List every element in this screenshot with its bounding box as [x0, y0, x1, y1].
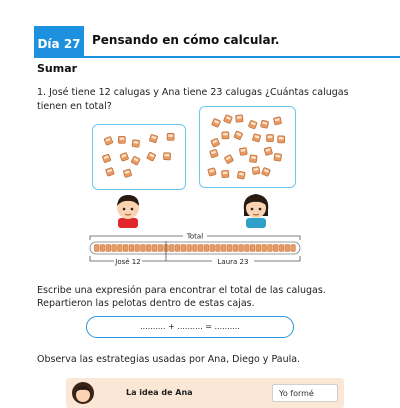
header-underline	[84, 56, 400, 58]
boy-character	[112, 192, 144, 228]
header-bar	[0, 26, 400, 56]
tape-candy	[233, 245, 238, 252]
tape-candy	[227, 245, 232, 252]
bar-diagram	[88, 230, 302, 276]
candy-icon	[261, 167, 270, 176]
tape-candy	[273, 245, 278, 252]
tape-candy	[152, 245, 157, 252]
day-badge: Día 27	[34, 26, 84, 58]
candy-icon	[252, 134, 261, 143]
instruction-text: Escribe una expresión para encontrar el total de las calugas. Repartieron las pelotas dentro de estas cajas.	[37, 285, 326, 309]
candy-icon	[224, 154, 234, 164]
candy-icon	[274, 153, 282, 161]
candy-icon	[210, 149, 219, 158]
right-speech-bubble	[199, 106, 296, 188]
section-title: Sumar	[37, 62, 78, 75]
girl-character	[240, 190, 272, 228]
total-label: Total	[186, 232, 204, 241]
tape-candy	[175, 245, 180, 252]
left-candy-group	[93, 125, 185, 189]
tape-candy	[244, 245, 249, 252]
left-part-label: José 12	[115, 258, 141, 266]
candy-icon	[273, 117, 281, 125]
candy-icon	[278, 136, 285, 143]
tape-candy	[221, 245, 226, 252]
candy-icon	[163, 153, 170, 160]
candy-icon	[237, 171, 245, 179]
candy-icon	[131, 156, 140, 165]
right-part-label: Laura 23	[217, 258, 249, 266]
tape-candy	[100, 245, 105, 252]
tape-candy	[187, 245, 192, 252]
tape-candy	[256, 245, 261, 252]
candy-icon	[211, 138, 220, 147]
candy-icon	[239, 147, 247, 155]
candy-icon	[234, 131, 243, 140]
candy-icon	[211, 118, 220, 127]
tape-candy	[239, 245, 244, 252]
candy-icon	[223, 115, 232, 124]
candy-icon	[104, 136, 113, 145]
tape-candy	[291, 245, 296, 252]
tape-candy	[279, 245, 284, 252]
tape-candy	[117, 245, 122, 252]
candy-icon	[252, 167, 260, 175]
candy-icon	[249, 155, 257, 163]
idea-note: Yo formé	[272, 384, 338, 402]
tape-candy	[158, 245, 163, 252]
tape-candy	[112, 245, 117, 252]
candy-icon	[118, 136, 125, 143]
left-speech-bubble	[92, 124, 186, 190]
page-title: Pensando en cómo calcular.	[92, 33, 280, 47]
ana-avatar-icon	[72, 382, 94, 404]
tape-candy	[250, 245, 255, 252]
tape-candy	[198, 245, 203, 252]
candy-icon	[248, 120, 257, 129]
answer-input-box[interactable]: .......... + .......... = ..........	[86, 316, 294, 338]
tape-candy	[106, 245, 111, 252]
tape-candy	[129, 245, 134, 252]
tape-candy	[169, 245, 174, 252]
tape-candy	[146, 245, 151, 252]
tape-candy	[285, 245, 290, 252]
candy-icon	[102, 154, 111, 163]
tape-candy	[123, 245, 128, 252]
idea-label: La idea de Ana	[126, 388, 193, 397]
tape-candy	[210, 245, 215, 252]
candy-icon	[123, 169, 132, 178]
question-text: 1. José tiene 12 calugas y Ana tiene 23 calugas ¿Cuántas calugas tienen en total?	[37, 87, 349, 112]
tape-candy	[268, 245, 273, 252]
tape-candy	[181, 245, 186, 252]
tape-candy	[135, 245, 140, 252]
tape-candy	[204, 245, 209, 252]
candy-icon	[132, 140, 140, 148]
candy-icon	[222, 170, 229, 177]
tape-candy	[94, 245, 99, 252]
candy-icon	[120, 152, 129, 161]
tape-candy	[262, 245, 267, 252]
bar-diagram-svg	[88, 230, 302, 276]
idea-panel	[66, 378, 344, 408]
candy-icon	[105, 167, 114, 176]
candy-icon	[235, 115, 243, 123]
tape-candy	[216, 245, 221, 252]
candy-icon	[260, 120, 268, 128]
tape-candy	[193, 245, 198, 252]
candy-icon	[266, 135, 273, 142]
strategies-text: Observa las estrategias usadas por Ana, Diego y Paula.	[37, 354, 301, 365]
tape-candy	[141, 245, 146, 252]
candy-icon	[222, 132, 229, 139]
candy-icon	[208, 168, 217, 177]
candy-icon	[167, 133, 174, 140]
tape-candies	[94, 245, 295, 252]
candy-icon	[149, 134, 158, 143]
candy-icon	[147, 152, 156, 161]
right-candy-group	[200, 107, 295, 187]
candy-icon	[264, 147, 273, 156]
